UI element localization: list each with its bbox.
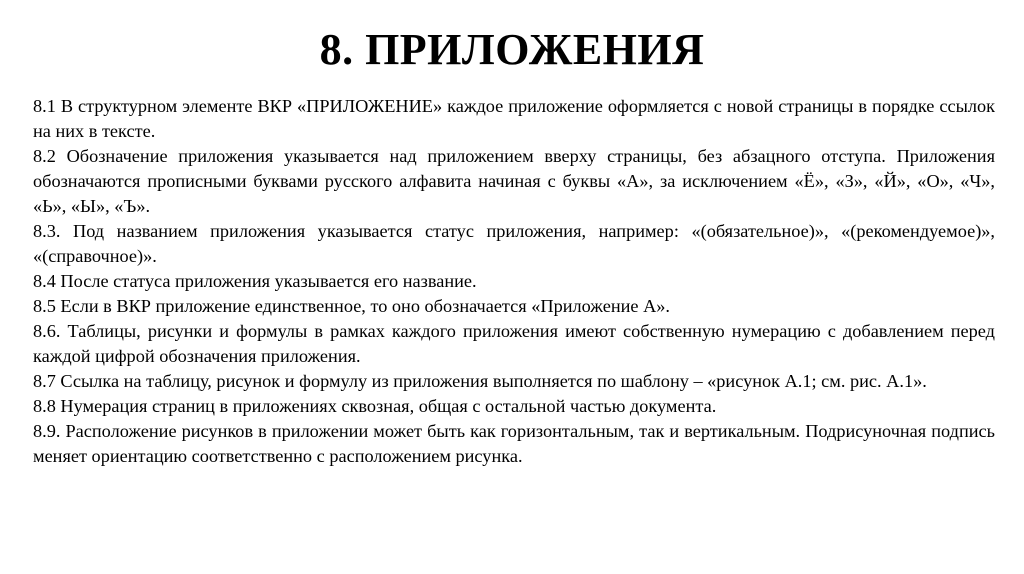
paragraph-8-6: 8.6. Таблицы, рисунки и формулы в рамках каждого приложения имеют собственную нумерацию с добавлением перед каждой цифрой обозначения приложения. xyxy=(33,321,995,366)
paragraph-8-5: 8.5 Если в ВКР приложение единственное, то оно обозначается «Приложение А». xyxy=(33,296,670,316)
paragraph-8-7: 8.7 Ссылка на таблицу, рисунок и формулу из приложения выполняется по шаблону – «рисунок А.1; см. рис. А.1». xyxy=(33,371,927,391)
slide-body xyxy=(33,94,995,469)
paragraph-8-3: 8.3. Под названием приложения указывается статус приложения, например: «(обязательное)», «(рекомендуемое)», «(справочное)». xyxy=(33,221,995,266)
paragraph-8-1: 8.1 В структурном элементе ВКР «ПРИЛОЖЕНИЕ» каждое приложение оформляется с новой страницы в порядке ссылок на них в тексте. xyxy=(33,96,995,141)
paragraph-8-4: 8.4 После статуса приложения указывается его название. xyxy=(33,271,477,291)
paragraph-8-8: 8.8 Нумерация страниц в приложениях сквозная, общая с остальной частью документа. xyxy=(33,396,717,416)
paragraph-8-9: 8.9. Расположение рисунков в приложении может быть как горизонтальным, так и вертикальным. Подрисуночная подпись меняет ориентацию соответственно с расположением рисунка. xyxy=(33,421,995,466)
page-title: 8. ПРИЛОЖЕНИЯ xyxy=(319,25,705,74)
paragraph-8-2: 8.2 Обозначение приложения указывается над приложением вверху страницы, без абзацного отступа. Приложения обозначаются прописными буквами русского алфавита начиная с буквы «А», за исключением «Ё», «З», «Й», «О», «Ч», «Ь», «Ы», «Ъ». xyxy=(33,146,995,216)
